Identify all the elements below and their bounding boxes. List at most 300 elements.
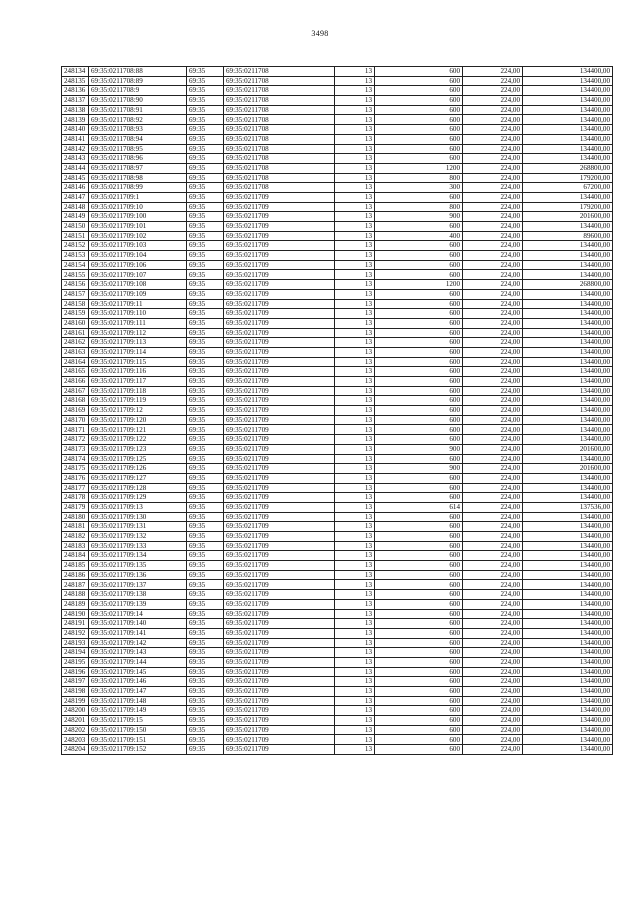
amount-cell: 134400,00 — [523, 687, 613, 697]
area-cell: 600 — [375, 493, 463, 503]
cadastral-number-cell: 69:35:0211709:137 — [89, 580, 187, 590]
quarter-cell: 69:35:0211709 — [224, 338, 335, 348]
area-cell: 600 — [375, 473, 463, 483]
row-id-cell: 248179 — [62, 502, 89, 512]
quarter-cell: 69:35:0211708 — [224, 115, 335, 125]
quarter-cell: 69:35:0211709 — [224, 551, 335, 561]
area-cell: 600 — [375, 115, 463, 125]
area-cell: 600 — [375, 716, 463, 726]
quarter-cell: 69:35:0211709 — [224, 289, 335, 299]
area-cell: 600 — [375, 144, 463, 154]
amount-cell: 134400,00 — [523, 696, 613, 706]
quarter-cell: 69:35:0211709 — [224, 425, 335, 435]
code-cell: 13 — [335, 299, 375, 309]
amount-cell: 134400,00 — [523, 406, 613, 416]
quarter-cell: 69:35:0211709 — [224, 406, 335, 416]
amount-cell: 134400,00 — [523, 648, 613, 658]
area-cell: 600 — [375, 619, 463, 629]
rate-cell: 224,00 — [463, 609, 523, 619]
district-cell: 69:35 — [187, 580, 224, 590]
amount-cell: 134400,00 — [523, 367, 613, 377]
table-row — [62, 396, 613, 406]
code-cell: 13 — [335, 706, 375, 716]
area-cell: 600 — [375, 454, 463, 464]
row-id-cell: 248195 — [62, 657, 89, 667]
code-cell: 13 — [335, 96, 375, 106]
quarter-cell: 69:35:0211709 — [224, 638, 335, 648]
table-row — [62, 192, 613, 202]
row-id-cell: 248190 — [62, 609, 89, 619]
amount-cell: 134400,00 — [523, 599, 613, 609]
code-cell: 13 — [335, 192, 375, 202]
quarter-cell: 69:35:0211709 — [224, 745, 335, 755]
table-row — [62, 493, 613, 503]
area-cell: 600 — [375, 386, 463, 396]
table-row — [62, 67, 613, 77]
area-cell: 600 — [375, 541, 463, 551]
area-cell: 600 — [375, 270, 463, 280]
code-cell: 13 — [335, 590, 375, 600]
quarter-cell: 69:35:0211709 — [224, 493, 335, 503]
rate-cell: 224,00 — [463, 280, 523, 290]
cadastral-number-cell: 69:35:0211709:111 — [89, 318, 187, 328]
quarter-cell: 69:35:0211709 — [224, 609, 335, 619]
district-cell: 69:35 — [187, 173, 224, 183]
quarter-cell: 69:35:0211709 — [224, 512, 335, 522]
cadastral-number-cell: 69:35:0211709:130 — [89, 512, 187, 522]
amount-cell: 134400,00 — [523, 745, 613, 755]
code-cell: 13 — [335, 309, 375, 319]
district-cell: 69:35 — [187, 212, 224, 222]
cadastral-number-cell: 69:35:0211709:152 — [89, 745, 187, 755]
area-cell: 600 — [375, 677, 463, 687]
code-cell: 13 — [335, 657, 375, 667]
table-row — [62, 183, 613, 193]
code-cell: 13 — [335, 115, 375, 125]
row-id-cell: 248139 — [62, 115, 89, 125]
rate-cell: 224,00 — [463, 134, 523, 144]
cadastral-number-cell: 69:35:0211709:146 — [89, 677, 187, 687]
cadastral-number-cell: 69:35:0211709:141 — [89, 628, 187, 638]
quarter-cell: 69:35:0211709 — [224, 251, 335, 261]
area-cell: 600 — [375, 725, 463, 735]
district-cell: 69:35 — [187, 222, 224, 232]
rate-cell: 224,00 — [463, 241, 523, 251]
row-id-cell: 248141 — [62, 134, 89, 144]
cadastral-number-cell: 69:35:0211709:128 — [89, 483, 187, 493]
cadastral-number-cell: 69:35:0211709:145 — [89, 667, 187, 677]
quarter-cell: 69:35:0211708 — [224, 125, 335, 135]
code-cell: 13 — [335, 260, 375, 270]
cadastral-number-cell: 69:35:0211709:136 — [89, 570, 187, 580]
cadastral-number-cell: 69:35:0211708:90 — [89, 96, 187, 106]
table-row — [62, 425, 613, 435]
quarter-cell: 69:35:0211709 — [224, 454, 335, 464]
area-cell: 900 — [375, 444, 463, 454]
code-cell: 13 — [335, 687, 375, 697]
amount-cell: 137536,00 — [523, 502, 613, 512]
quarter-cell: 69:35:0211709 — [224, 377, 335, 387]
code-cell: 13 — [335, 493, 375, 503]
rate-cell: 224,00 — [463, 706, 523, 716]
code-cell: 13 — [335, 580, 375, 590]
quarter-cell: 69:35:0211709 — [224, 599, 335, 609]
rate-cell: 224,00 — [463, 367, 523, 377]
code-cell: 13 — [335, 270, 375, 280]
quarter-cell: 69:35:0211708 — [224, 163, 335, 173]
row-id-cell: 248166 — [62, 377, 89, 387]
district-cell: 69:35 — [187, 406, 224, 416]
cadastral-number-cell: 69:35:0211709:106 — [89, 260, 187, 270]
district-cell: 69:35 — [187, 67, 224, 77]
rate-cell: 224,00 — [463, 144, 523, 154]
amount-cell: 134400,00 — [523, 609, 613, 619]
district-cell: 69:35 — [187, 628, 224, 638]
area-cell: 600 — [375, 532, 463, 542]
quarter-cell: 69:35:0211709 — [224, 367, 335, 377]
amount-cell: 134400,00 — [523, 532, 613, 542]
amount-cell: 201600,00 — [523, 444, 613, 454]
quarter-cell: 69:35:0211709 — [224, 473, 335, 483]
district-cell: 69:35 — [187, 125, 224, 135]
rate-cell: 224,00 — [463, 454, 523, 464]
table-row — [62, 735, 613, 745]
district-cell: 69:35 — [187, 706, 224, 716]
district-cell: 69:35 — [187, 115, 224, 125]
code-cell: 13 — [335, 609, 375, 619]
quarter-cell: 69:35:0211709 — [224, 328, 335, 338]
row-id-cell: 248165 — [62, 367, 89, 377]
row-id-cell: 248191 — [62, 619, 89, 629]
row-id-cell: 248158 — [62, 299, 89, 309]
amount-cell: 134400,00 — [523, 86, 613, 96]
district-cell: 69:35 — [187, 454, 224, 464]
table-row — [62, 454, 613, 464]
row-id-cell: 248167 — [62, 386, 89, 396]
row-id-cell: 248149 — [62, 212, 89, 222]
district-cell: 69:35 — [187, 338, 224, 348]
rate-cell: 224,00 — [463, 386, 523, 396]
amount-cell: 134400,00 — [523, 638, 613, 648]
table-row — [62, 570, 613, 580]
table-row — [62, 318, 613, 328]
area-cell: 600 — [375, 105, 463, 115]
quarter-cell: 69:35:0211709 — [224, 386, 335, 396]
district-cell: 69:35 — [187, 745, 224, 755]
district-cell: 69:35 — [187, 638, 224, 648]
rate-cell: 224,00 — [463, 580, 523, 590]
area-cell: 300 — [375, 183, 463, 193]
code-cell: 13 — [335, 67, 375, 77]
table-row — [62, 309, 613, 319]
district-cell: 69:35 — [187, 163, 224, 173]
district-cell: 69:35 — [187, 667, 224, 677]
amount-cell: 134400,00 — [523, 125, 613, 135]
row-id-cell: 248170 — [62, 415, 89, 425]
table-row — [62, 619, 613, 629]
quarter-cell: 69:35:0211709 — [224, 657, 335, 667]
table-row — [62, 222, 613, 232]
rate-cell: 224,00 — [463, 648, 523, 658]
rate-cell: 224,00 — [463, 105, 523, 115]
row-id-cell: 248146 — [62, 183, 89, 193]
area-cell: 600 — [375, 134, 463, 144]
area-cell: 600 — [375, 309, 463, 319]
quarter-cell: 69:35:0211708 — [224, 144, 335, 154]
cadastral-number-cell: 69:35:0211709:101 — [89, 222, 187, 232]
code-cell: 13 — [335, 328, 375, 338]
row-id-cell: 248168 — [62, 396, 89, 406]
amount-cell: 134400,00 — [523, 493, 613, 503]
quarter-cell: 69:35:0211709 — [224, 357, 335, 367]
quarter-cell: 69:35:0211709 — [224, 192, 335, 202]
amount-cell: 134400,00 — [523, 241, 613, 251]
district-cell: 69:35 — [187, 657, 224, 667]
amount-cell: 179200,00 — [523, 173, 613, 183]
district-cell: 69:35 — [187, 648, 224, 658]
row-id-cell: 248198 — [62, 687, 89, 697]
area-cell: 600 — [375, 561, 463, 571]
table-row — [62, 435, 613, 445]
amount-cell: 89600,00 — [523, 231, 613, 241]
code-cell: 13 — [335, 222, 375, 232]
amount-cell: 134400,00 — [523, 386, 613, 396]
table-row — [62, 163, 613, 173]
amount-cell: 134400,00 — [523, 435, 613, 445]
quarter-cell: 69:35:0211709 — [224, 696, 335, 706]
quarter-cell: 69:35:0211708 — [224, 76, 335, 86]
quarter-cell: 69:35:0211709 — [224, 415, 335, 425]
quarter-cell: 69:35:0211708 — [224, 105, 335, 115]
amount-cell: 134400,00 — [523, 318, 613, 328]
quarter-cell: 69:35:0211709 — [224, 241, 335, 251]
district-cell: 69:35 — [187, 696, 224, 706]
district-cell: 69:35 — [187, 561, 224, 571]
table-row — [62, 551, 613, 561]
amount-cell: 134400,00 — [523, 309, 613, 319]
area-cell: 600 — [375, 522, 463, 532]
area-cell: 600 — [375, 86, 463, 96]
cadastral-number-cell: 69:35:0211709:134 — [89, 551, 187, 561]
rate-cell: 224,00 — [463, 96, 523, 106]
area-cell: 600 — [375, 289, 463, 299]
row-id-cell: 248182 — [62, 532, 89, 542]
rate-cell: 224,00 — [463, 125, 523, 135]
quarter-cell: 69:35:0211709 — [224, 725, 335, 735]
code-cell: 13 — [335, 745, 375, 755]
amount-cell: 134400,00 — [523, 454, 613, 464]
area-cell: 614 — [375, 502, 463, 512]
amount-cell: 134400,00 — [523, 541, 613, 551]
area-cell: 600 — [375, 745, 463, 755]
quarter-cell: 69:35:0211709 — [224, 532, 335, 542]
district-cell: 69:35 — [187, 590, 224, 600]
rate-cell: 224,00 — [463, 716, 523, 726]
district-cell: 69:35 — [187, 415, 224, 425]
row-id-cell: 248160 — [62, 318, 89, 328]
area-cell: 600 — [375, 638, 463, 648]
rate-cell: 224,00 — [463, 590, 523, 600]
cadastral-number-cell: 69:35:0211709:103 — [89, 241, 187, 251]
table-row — [62, 512, 613, 522]
district-cell: 69:35 — [187, 444, 224, 454]
amount-cell: 134400,00 — [523, 657, 613, 667]
amount-cell: 134400,00 — [523, 706, 613, 716]
code-cell: 13 — [335, 541, 375, 551]
cadastral-number-cell: 69:35:0211709:122 — [89, 435, 187, 445]
quarter-cell: 69:35:0211709 — [224, 299, 335, 309]
row-id-cell: 248173 — [62, 444, 89, 454]
area-cell: 600 — [375, 483, 463, 493]
code-cell: 13 — [335, 289, 375, 299]
code-cell: 13 — [335, 338, 375, 348]
table-row — [62, 76, 613, 86]
area-cell: 600 — [375, 580, 463, 590]
rate-cell: 224,00 — [463, 522, 523, 532]
table-row — [62, 667, 613, 677]
amount-cell: 134400,00 — [523, 76, 613, 86]
amount-cell: 134400,00 — [523, 328, 613, 338]
table-body — [62, 67, 613, 755]
area-cell: 600 — [375, 667, 463, 677]
code-cell: 13 — [335, 406, 375, 416]
amount-cell: 134400,00 — [523, 396, 613, 406]
cadastral-number-cell: 69:35:0211709:116 — [89, 367, 187, 377]
row-id-cell: 248194 — [62, 648, 89, 658]
amount-cell: 134400,00 — [523, 425, 613, 435]
cadastral-number-cell: 69:35:0211709:108 — [89, 280, 187, 290]
amount-cell: 134400,00 — [523, 144, 613, 154]
row-id-cell: 248185 — [62, 561, 89, 571]
code-cell: 13 — [335, 483, 375, 493]
cadastral-number-cell: 69:35:0211708:95 — [89, 144, 187, 154]
district-cell: 69:35 — [187, 464, 224, 474]
district-cell: 69:35 — [187, 735, 224, 745]
table-row — [62, 289, 613, 299]
code-cell: 13 — [335, 638, 375, 648]
row-id-cell: 248145 — [62, 173, 89, 183]
rate-cell: 224,00 — [463, 212, 523, 222]
quarter-cell: 69:35:0211709 — [224, 541, 335, 551]
row-id-cell: 248171 — [62, 425, 89, 435]
district-cell: 69:35 — [187, 231, 224, 241]
row-id-cell: 248197 — [62, 677, 89, 687]
amount-cell: 201600,00 — [523, 212, 613, 222]
area-cell: 600 — [375, 367, 463, 377]
cadastral-number-cell: 69:35:0211709:1 — [89, 192, 187, 202]
quarter-cell: 69:35:0211709 — [224, 347, 335, 357]
code-cell: 13 — [335, 163, 375, 173]
row-id-cell: 248159 — [62, 309, 89, 319]
district-cell: 69:35 — [187, 425, 224, 435]
row-id-cell: 248164 — [62, 357, 89, 367]
table-row — [62, 580, 613, 590]
table-row — [62, 657, 613, 667]
rate-cell: 224,00 — [463, 86, 523, 96]
rate-cell: 224,00 — [463, 76, 523, 86]
rate-cell: 224,00 — [463, 599, 523, 609]
row-id-cell: 248177 — [62, 483, 89, 493]
row-id-cell: 248162 — [62, 338, 89, 348]
district-cell: 69:35 — [187, 183, 224, 193]
row-id-cell: 248147 — [62, 192, 89, 202]
rate-cell: 224,00 — [463, 502, 523, 512]
row-id-cell: 248154 — [62, 260, 89, 270]
district-cell: 69:35 — [187, 289, 224, 299]
code-cell: 13 — [335, 173, 375, 183]
area-cell: 600 — [375, 657, 463, 667]
rate-cell: 224,00 — [463, 667, 523, 677]
quarter-cell: 69:35:0211708 — [224, 183, 335, 193]
cadastral-number-cell: 69:35:0211709:102 — [89, 231, 187, 241]
amount-cell: 134400,00 — [523, 619, 613, 629]
district-cell: 69:35 — [187, 522, 224, 532]
quarter-cell: 69:35:0211709 — [224, 677, 335, 687]
district-cell: 69:35 — [187, 386, 224, 396]
rate-cell: 224,00 — [463, 396, 523, 406]
table-row — [62, 125, 613, 135]
table-row — [62, 144, 613, 154]
area-cell: 1200 — [375, 163, 463, 173]
code-cell: 13 — [335, 628, 375, 638]
cadastral-number-cell: 69:35:0211709:143 — [89, 648, 187, 658]
cadastral-number-cell: 69:35:0211708:94 — [89, 134, 187, 144]
district-cell: 69:35 — [187, 96, 224, 106]
area-cell: 600 — [375, 251, 463, 261]
quarter-cell: 69:35:0211709 — [224, 580, 335, 590]
code-cell: 13 — [335, 599, 375, 609]
district-cell: 69:35 — [187, 270, 224, 280]
cadastral-number-cell: 69:35:0211709:126 — [89, 464, 187, 474]
code-cell: 13 — [335, 502, 375, 512]
cadastral-number-cell: 69:35:0211709:15 — [89, 716, 187, 726]
amount-cell: 67200,00 — [523, 183, 613, 193]
code-cell: 13 — [335, 231, 375, 241]
rate-cell: 224,00 — [463, 619, 523, 629]
code-cell: 13 — [335, 473, 375, 483]
row-id-cell: 248181 — [62, 522, 89, 532]
cadastral-number-cell: 69:35:0211709:11 — [89, 299, 187, 309]
table-row — [62, 338, 613, 348]
row-id-cell: 248184 — [62, 551, 89, 561]
rate-cell: 224,00 — [463, 192, 523, 202]
district-cell: 69:35 — [187, 502, 224, 512]
amount-cell: 134400,00 — [523, 512, 613, 522]
rate-cell: 224,00 — [463, 299, 523, 309]
cadastral-number-cell: 69:35:0211708:99 — [89, 183, 187, 193]
code-cell: 13 — [335, 105, 375, 115]
quarter-cell: 69:35:0211709 — [224, 706, 335, 716]
table-row — [62, 464, 613, 474]
district-cell: 69:35 — [187, 299, 224, 309]
quarter-cell: 69:35:0211709 — [224, 309, 335, 319]
amount-cell: 134400,00 — [523, 473, 613, 483]
amount-cell: 134400,00 — [523, 677, 613, 687]
rate-cell: 224,00 — [463, 338, 523, 348]
area-cell: 600 — [375, 154, 463, 164]
district-cell: 69:35 — [187, 541, 224, 551]
quarter-cell: 69:35:0211709 — [224, 522, 335, 532]
table-row — [62, 134, 613, 144]
cadastral-number-cell: 69:35:0211708:89 — [89, 76, 187, 86]
amount-cell: 134400,00 — [523, 561, 613, 571]
page-number: 3498 — [311, 29, 329, 38]
cadastral-number-cell: 69:35:0211709:142 — [89, 638, 187, 648]
code-cell: 13 — [335, 318, 375, 328]
table-row — [62, 347, 613, 357]
cadastral-number-cell: 69:35:0211709:132 — [89, 532, 187, 542]
code-cell: 13 — [335, 735, 375, 745]
